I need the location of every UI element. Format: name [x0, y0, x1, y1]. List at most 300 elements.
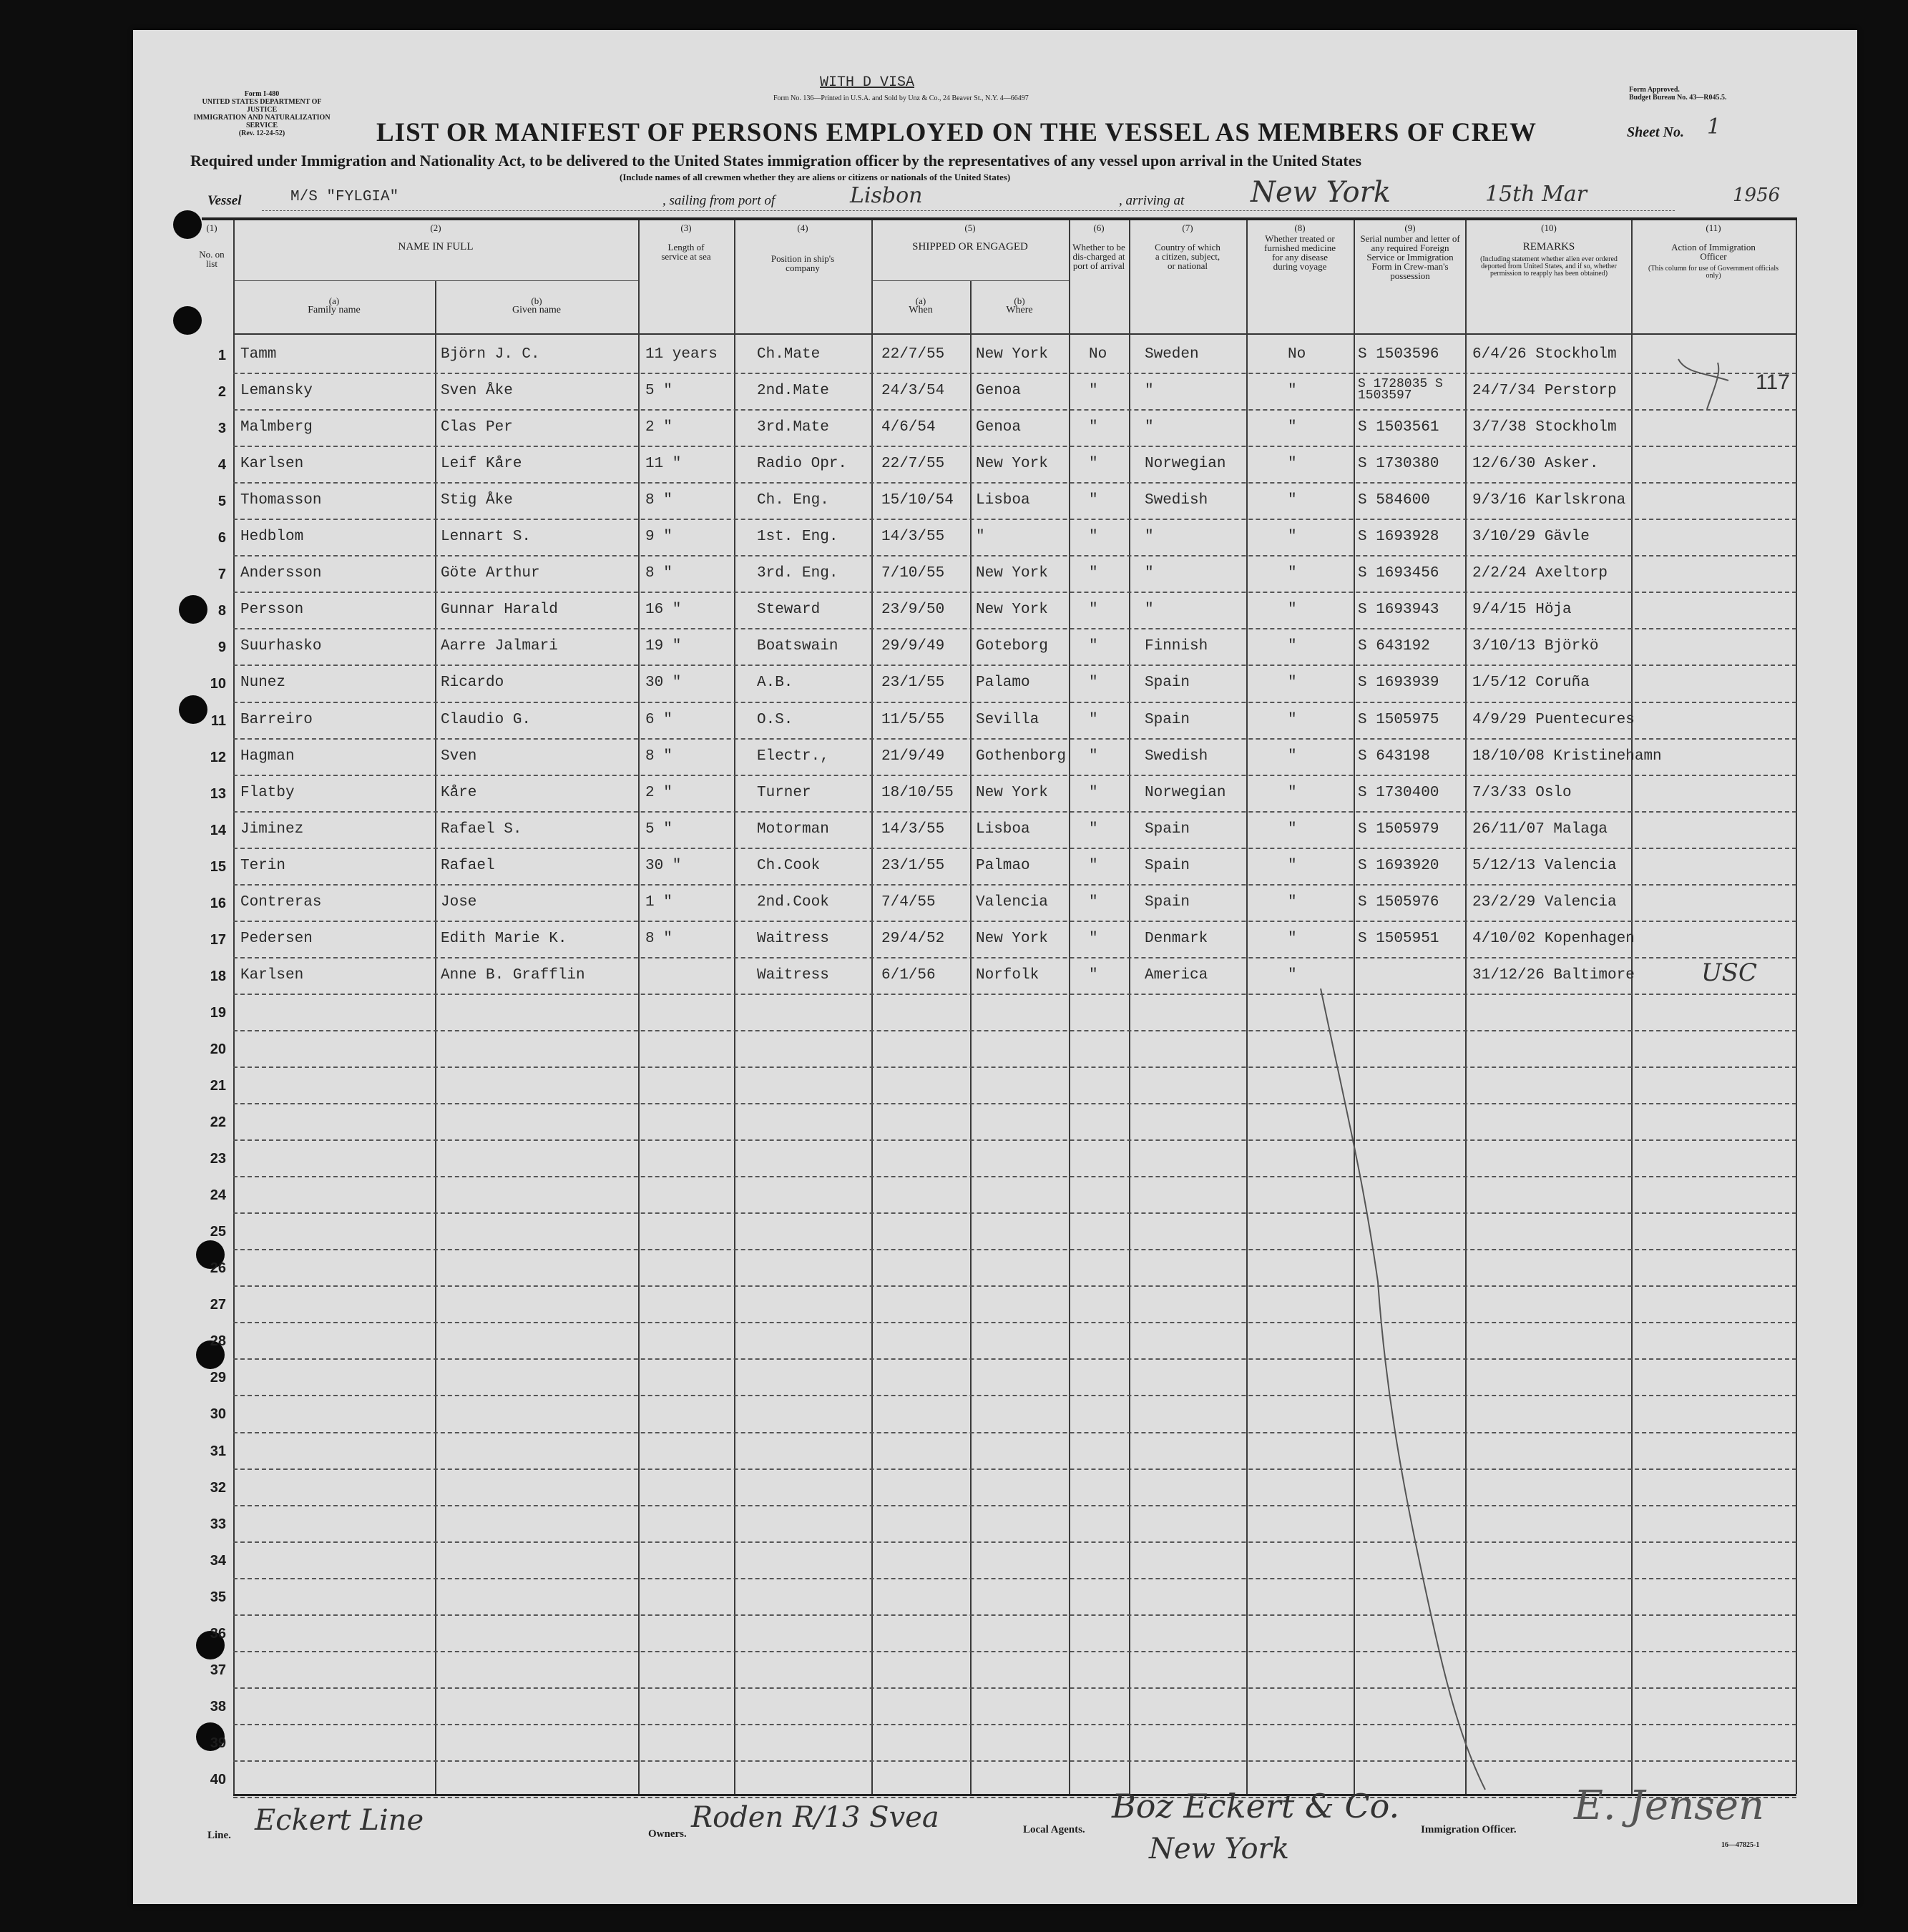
cell-serial: S 1693943	[1358, 602, 1439, 619]
column-rule	[233, 220, 235, 1794]
cell-where: Palamo	[976, 675, 1030, 692]
cell-discharged: "	[1089, 492, 1098, 509]
row-number: 34	[210, 1552, 226, 1569]
cell-country: "	[1145, 383, 1154, 400]
col-label: Family name	[308, 305, 361, 315]
cell-family: Persson	[240, 602, 304, 619]
cell-when: 23/9/50	[881, 602, 945, 619]
row-rule	[233, 1578, 1796, 1579]
row-rule	[233, 702, 1796, 703]
cell-position: Ch.Cook	[757, 857, 821, 874]
cell-when: 29/4/52	[881, 930, 945, 947]
col-label: Where	[1006, 305, 1033, 315]
cell-medicine: "	[1288, 419, 1297, 436]
row-rule	[233, 1066, 1796, 1068]
row-number: 29	[210, 1370, 226, 1386]
row-number: 14	[210, 822, 226, 838]
cell-where: New York	[976, 456, 1048, 473]
visa-stamp: WITH D VISA	[820, 74, 915, 91]
cell-discharged: "	[1089, 820, 1098, 838]
col-given-header	[435, 296, 638, 315]
row-rule	[233, 665, 1796, 666]
cell-country: "	[1145, 565, 1154, 582]
col-index: (b)	[1014, 295, 1025, 306]
agents-value: Boz Eckert & Co.	[1112, 1787, 1400, 1825]
cell-country: Spain	[1145, 711, 1190, 728]
cell-remarks: 31/12/26 Baltimore	[1472, 966, 1635, 984]
row-rule	[233, 1468, 1796, 1470]
cell-family: Contreras	[240, 893, 322, 911]
arriving-port: New York	[1251, 176, 1391, 209]
cell-where: New York	[976, 602, 1048, 619]
pencil-strike-line	[1135, 981, 1507, 1797]
officer-label: Immigration Officer.	[1421, 1824, 1517, 1835]
col-label: Country of which a citizen, subject, or national	[1155, 242, 1220, 271]
cell-where: New York	[976, 784, 1048, 801]
col-label: NAME IN FULL	[398, 241, 474, 252]
form-approved: Form Approved.	[1629, 86, 1680, 94]
cell-when: 22/7/55	[881, 346, 945, 363]
row-number: 38	[210, 1698, 226, 1715]
cell-when: 22/7/55	[881, 456, 945, 473]
col-country-header	[1132, 223, 1243, 270]
row-rule	[233, 1505, 1796, 1506]
cell-service: 8 "	[645, 747, 672, 765]
cell-family: Hagman	[240, 747, 295, 765]
cell-country: Spain	[1145, 857, 1190, 874]
cell-remarks: 5/12/13 Valencia	[1472, 857, 1617, 874]
row-rule	[233, 994, 1796, 995]
annotation-usc: USC	[1701, 958, 1757, 987]
cell-discharged: "	[1089, 784, 1098, 801]
row-rule	[233, 1322, 1796, 1323]
cell-when: 7/10/55	[881, 565, 945, 582]
cell-country: Swedish	[1145, 747, 1208, 765]
cell-given: Clas Per	[441, 419, 513, 436]
col-service-header	[641, 223, 731, 261]
row-rule	[233, 409, 1796, 411]
cell-when: 23/1/55	[881, 675, 945, 692]
cell-remarks: 2/2/24 Axeltorp	[1472, 565, 1608, 582]
col-label: Given name	[512, 305, 562, 315]
cell-when: 6/1/56	[881, 966, 936, 984]
cell-given: Björn J. C.	[441, 346, 540, 363]
cell-family: Andersson	[240, 565, 322, 582]
cell-when: 4/6/54	[881, 419, 936, 436]
row-rule	[233, 1760, 1796, 1762]
col-index: (a)	[915, 295, 926, 306]
cell-position: Ch. Eng.	[757, 492, 829, 509]
cell-given: Aarre Jalmari	[441, 638, 558, 655]
cell-position: Motorman	[757, 820, 829, 838]
col-index: (2)	[430, 222, 441, 233]
manifest-sheet	[133, 30, 1857, 1904]
cell-remarks: 1/5/12 Coruña	[1472, 675, 1590, 692]
cell-medicine: "	[1288, 638, 1297, 655]
cell-country: Spain	[1145, 675, 1190, 692]
cell-where: Gothenborg	[976, 747, 1067, 765]
cell-serial: S 1693939	[1358, 675, 1439, 692]
row-number: 36	[210, 1625, 226, 1642]
row-number: 15	[210, 858, 226, 875]
row-rule	[233, 1212, 1796, 1214]
row-rule	[233, 628, 1796, 629]
cell-serial: S 1503596	[1358, 346, 1439, 363]
header-bottom-rule	[233, 333, 1796, 335]
cell-given: Edith Marie K.	[441, 930, 567, 947]
row-number: 9	[217, 639, 226, 656]
col-sublabel: (This column for use of Government officials only)	[1648, 265, 1779, 280]
column-rule	[1796, 220, 1797, 1794]
row-number: 26	[210, 1260, 226, 1277]
cell-medicine: "	[1288, 857, 1297, 874]
arrival-year: 1956	[1733, 185, 1781, 206]
cell-remarks: 3/10/13 Björkö	[1472, 638, 1599, 655]
cell-discharged: "	[1089, 893, 1098, 911]
cell-country: Norwegian	[1145, 784, 1226, 801]
pencil-mark	[1664, 330, 1750, 416]
cell-serial: S 643198	[1358, 747, 1430, 765]
cell-serial: S 1693928	[1358, 529, 1439, 546]
cell-where: Genoa	[976, 419, 1022, 436]
cell-family: Suurhasko	[240, 638, 322, 655]
row-rule	[233, 1176, 1796, 1177]
cell-medicine: "	[1288, 930, 1297, 947]
col-family-header	[233, 296, 435, 315]
cell-given: Ricardo	[441, 675, 504, 692]
row-number: 22	[210, 1114, 226, 1131]
row-rule	[233, 1432, 1796, 1433]
cell-when: 15/10/54	[881, 492, 954, 509]
cell-family: Lemansky	[240, 383, 313, 400]
column-rule	[970, 280, 972, 1794]
line-label: Line.	[207, 1830, 231, 1841]
row-number: 5	[217, 494, 226, 510]
cell-family: Hedblom	[240, 529, 304, 546]
cell-serial: S 1505976	[1358, 893, 1439, 911]
cell-discharged: "	[1089, 675, 1098, 692]
row-number: 8	[217, 603, 226, 619]
vessel-underline	[262, 210, 1675, 211]
cell-discharged: "	[1089, 711, 1098, 728]
col-index: (5)	[964, 222, 976, 233]
vessel-name: M/S "FYLGIA"	[290, 189, 399, 205]
cell-discharged: "	[1089, 857, 1098, 874]
row-number: 31	[210, 1443, 226, 1459]
row-number: 40	[210, 1771, 226, 1788]
printer-line: Form No. 136—Printed in U.S.A. and Sold by Unz & Co., 24 Beaver St., N.Y. 4—66497	[773, 94, 1029, 102]
line-value: Eckert Line	[255, 1804, 424, 1837]
punch-hole	[173, 306, 202, 335]
col-discharged-header	[1070, 223, 1127, 270]
cell-discharged: No	[1089, 346, 1107, 363]
cell-position: 3rd. Eng.	[757, 565, 838, 582]
col-index: (9)	[1404, 222, 1416, 233]
form-agency-block	[190, 90, 333, 137]
row-number: 21	[210, 1078, 226, 1094]
cell-given: Sven Åke	[441, 383, 513, 400]
row-number: 6	[217, 530, 226, 546]
cell-given: Kåre	[441, 784, 477, 801]
arriving-label: , arriving at	[1119, 193, 1185, 208]
row-rule	[233, 592, 1796, 593]
cell-discharged: "	[1089, 638, 1098, 655]
col-label: No. on list	[199, 249, 225, 269]
cell-country: America	[1145, 966, 1208, 984]
row-number: 24	[210, 1187, 226, 1204]
cell-position: 2nd.Cook	[757, 893, 829, 911]
cell-family: Nunez	[240, 675, 286, 692]
cell-where: Sevilla	[976, 711, 1039, 728]
row-number: 11	[210, 712, 226, 729]
cell-medicine: "	[1288, 529, 1297, 546]
row-rule	[233, 519, 1796, 520]
cell-service: 8 "	[645, 565, 672, 582]
row-rule	[233, 555, 1796, 556]
cell-where: New York	[976, 346, 1048, 363]
cell-discharged: "	[1089, 419, 1098, 436]
row-rule	[233, 1651, 1796, 1652]
cell-service: 2 "	[645, 784, 672, 801]
col-num-header	[190, 223, 233, 268]
row-number: 10	[210, 676, 226, 692]
cell-where: Lisboa	[976, 820, 1030, 838]
row-rule	[233, 957, 1796, 958]
cell-medicine: "	[1288, 456, 1297, 473]
cell-position: Radio Opr.	[757, 456, 848, 473]
cell-serial: S 1730380	[1358, 456, 1439, 473]
cell-serial: S 1693920	[1358, 857, 1439, 874]
col-medicine-header	[1249, 223, 1351, 271]
cell-position: O.S.	[757, 711, 793, 728]
cell-position: Waitress	[757, 966, 829, 984]
col-sublabel: (Including statement whether alien ever ordered deported from United States, and if so, whether permission to reapply has been obtained)	[1480, 255, 1618, 278]
row-number: 35	[210, 1589, 226, 1605]
column-rule	[734, 220, 735, 1794]
cell-where: Norfolk	[976, 966, 1039, 984]
col-when-header	[871, 296, 970, 315]
cell-where: New York	[976, 565, 1048, 582]
cell-country: Swedish	[1145, 492, 1208, 509]
col-label: Whether to be dis-charged at port of arrival	[1072, 242, 1125, 271]
shipped-subheader-rule	[871, 280, 1069, 281]
row-rule	[233, 884, 1796, 886]
cell-medicine: "	[1288, 893, 1297, 911]
cell-given: Leif Kåre	[441, 456, 522, 473]
row-rule	[233, 1614, 1796, 1616]
cell-service: 8 "	[645, 492, 672, 509]
arrival-date: 15th Mar	[1485, 182, 1587, 207]
cell-remarks: 23/2/29 Valencia	[1472, 893, 1617, 911]
col-index: (3)	[680, 222, 692, 233]
cell-service: 9 "	[645, 529, 672, 546]
cell-remarks: 6/4/26 Stockholm	[1472, 346, 1617, 363]
form-approved-block	[1629, 86, 1727, 102]
row-number: 32	[210, 1479, 226, 1496]
cell-medicine: No	[1288, 346, 1306, 363]
col-label: Position in ship's company	[770, 253, 835, 273]
cell-where: New York	[976, 930, 1048, 947]
col-remarks-header	[1468, 223, 1630, 278]
row-rule	[233, 373, 1796, 374]
col-label: Length of service at sea	[661, 242, 711, 262]
cell-given: Göte Arthur	[441, 565, 540, 582]
cell-serial: S 1693456	[1358, 565, 1439, 582]
row-number: 27	[210, 1297, 226, 1313]
row-rule	[233, 1395, 1796, 1396]
cell-medicine: "	[1288, 675, 1297, 692]
owners-value: Roden R/13 Svea	[691, 1801, 939, 1834]
row-rule	[233, 446, 1796, 447]
cell-where: Palmao	[976, 857, 1030, 874]
cell-remarks: 3/7/38 Stockholm	[1472, 419, 1617, 436]
sheet-number: 1	[1707, 114, 1721, 139]
cell-given: Claudio G.	[441, 711, 532, 728]
cell-discharged: "	[1089, 966, 1098, 984]
table-bottom-rule	[233, 1794, 1796, 1796]
cell-remarks: 18/10/08 Kristinehamn	[1472, 747, 1662, 765]
col-serial-header	[1356, 223, 1464, 280]
col-name-header	[233, 223, 638, 252]
col-action-header	[1634, 223, 1793, 280]
cell-serial: S 1505979	[1358, 820, 1439, 838]
row-rule	[233, 1139, 1796, 1141]
row-rule	[233, 1030, 1796, 1031]
column-rule	[638, 220, 640, 1794]
row-number: 7	[217, 567, 226, 583]
col-label: REMARKS	[1522, 241, 1575, 252]
row-number: 3	[217, 421, 226, 437]
cell-medicine: "	[1288, 492, 1297, 509]
col-position-header	[738, 223, 867, 273]
col-index: (b)	[531, 295, 542, 306]
row-rule	[233, 1724, 1796, 1725]
row-number: 28	[210, 1333, 226, 1350]
cell-country: Spain	[1145, 820, 1190, 838]
col-label: When	[909, 305, 933, 315]
cell-position: Steward	[757, 602, 821, 619]
cell-family: Pedersen	[240, 930, 313, 947]
cell-discharged: "	[1089, 565, 1098, 582]
cell-serial: S 1730400	[1358, 784, 1439, 801]
cell-given: Jose	[441, 893, 477, 911]
row-number: 37	[210, 1662, 226, 1678]
cell-family: Thomasson	[240, 492, 322, 509]
cell-medicine: "	[1288, 820, 1297, 838]
col-where-header	[970, 296, 1069, 315]
row-number: 16	[210, 895, 226, 911]
row-rule	[233, 1249, 1796, 1250]
cell-position: Electr.,	[757, 747, 829, 765]
row-rule	[233, 738, 1796, 740]
cell-remarks: 4/9/29 Puentecures	[1472, 711, 1635, 728]
column-rule	[871, 220, 873, 1794]
col-index: (8)	[1294, 222, 1306, 233]
sailing-port: Lisbon	[850, 183, 923, 208]
cell-given: Rafael S.	[441, 820, 522, 838]
cell-medicine: "	[1288, 784, 1297, 801]
col-index: (a)	[328, 295, 340, 306]
table-top-rule	[202, 217, 1797, 220]
col-index: (10)	[1541, 222, 1557, 233]
cell-medicine: "	[1288, 966, 1297, 984]
cell-family: Flatby	[240, 784, 295, 801]
col-label: Action of Immigration Officer	[1671, 242, 1756, 262]
cell-position: Turner	[757, 784, 811, 801]
row-rule	[233, 921, 1796, 922]
cell-when: 18/10/55	[881, 784, 954, 801]
cell-serial: S 1728035 S 1503597	[1358, 377, 1443, 403]
row-rule	[233, 1358, 1796, 1360]
row-rule	[233, 1541, 1796, 1543]
cell-service: 1 "	[645, 893, 672, 911]
cell-when: 14/3/55	[881, 529, 945, 546]
cell-remarks: 4/10/02 Kopenhagen	[1472, 930, 1635, 947]
cell-discharged: "	[1089, 529, 1098, 546]
column-rule	[435, 280, 436, 1794]
cell-remarks: 9/4/15 Höja	[1472, 602, 1572, 619]
col-label: Serial number and letter of any required Foreign Service or Immigration Form in Crew-man's possession	[1360, 233, 1460, 281]
cell-medicine: "	[1288, 602, 1297, 619]
page-title: LIST OR MANIFEST OF PERSONS EMPLOYED ON THE VESSEL AS MEMBERS OF CREW	[376, 118, 1537, 147]
cell-country: Norwegian	[1145, 456, 1226, 473]
cell-country: "	[1145, 419, 1154, 436]
print-code: 16—47825-1	[1721, 1841, 1760, 1849]
col-label: SHIPPED OR ENGAGED	[912, 241, 1028, 252]
cell-where: "	[976, 529, 985, 546]
cell-discharged: "	[1089, 930, 1098, 947]
annotation-number: 117	[1756, 371, 1790, 394]
row-number: 12	[210, 749, 226, 765]
row-rule	[233, 848, 1796, 849]
cell-position: Waitress	[757, 930, 829, 947]
row-rule	[233, 1103, 1796, 1104]
cell-where: Lisboa	[976, 492, 1030, 509]
col-label: Whether treated or furnished medicine for any disease during voyage	[1264, 233, 1336, 272]
cell-serial: S 1503561	[1358, 419, 1439, 436]
row-number: 33	[210, 1516, 226, 1532]
row-rule	[233, 811, 1796, 813]
cell-when: 7/4/55	[881, 893, 936, 911]
row-number: 2	[217, 384, 226, 401]
col-shipped-header	[871, 223, 1069, 252]
cell-when: 24/3/54	[881, 383, 945, 400]
row-number: 25	[210, 1224, 226, 1240]
cell-when: 23/1/55	[881, 857, 945, 874]
cell-service: 2 "	[645, 419, 672, 436]
cell-country: Spain	[1145, 893, 1190, 911]
col-index: (4)	[797, 222, 808, 233]
row-number: 19	[210, 1004, 226, 1021]
row-number: 13	[210, 785, 226, 802]
col-index: (6)	[1093, 222, 1105, 233]
cell-country: Denmark	[1145, 930, 1208, 947]
row-number: 4	[217, 457, 226, 474]
agents-city: New York	[1149, 1833, 1289, 1865]
cell-when: 14/3/55	[881, 820, 945, 838]
cell-position: 2nd.Mate	[757, 383, 829, 400]
cell-position: A.B.	[757, 675, 793, 692]
cell-service: 8 "	[645, 930, 672, 947]
cell-service: 30 "	[645, 675, 682, 692]
column-rule	[1129, 220, 1130, 1794]
cell-given: Lennart S.	[441, 529, 532, 546]
column-rule	[1631, 220, 1633, 1794]
cell-remarks: 12/6/30 Asker.	[1472, 456, 1599, 473]
row-rule	[233, 1285, 1796, 1287]
cell-given: Rafael	[441, 857, 495, 874]
row-rule	[233, 775, 1796, 776]
